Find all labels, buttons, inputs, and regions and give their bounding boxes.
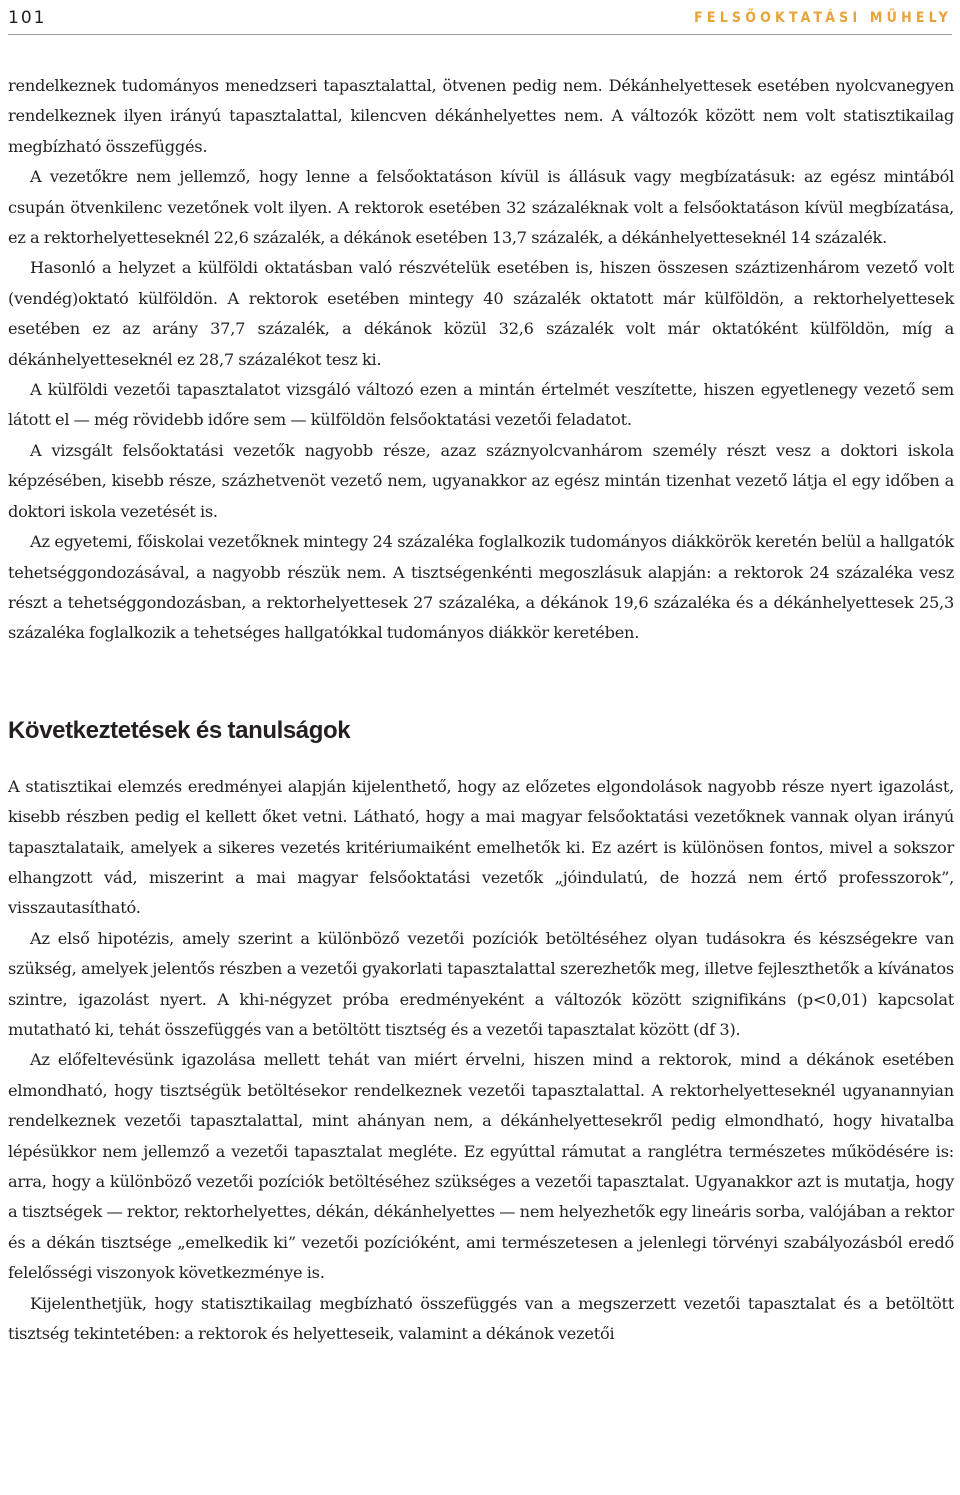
paragraph: Az egyetemi, főiskolai vezetőknek mintegy 24 százaléka foglalkozik tudományos diákkörök keretén belül a hallgatók tehetséggondozásával, a nagyobb részük nem. A tisztségenkénti megoszlásuk alapján: a rektorok 24 százaléka vesz részt a tehetséggondozásban, a rektorhelyettesek 27 százaléka, a dékánok 19,6 százaléka és a dékánhelyettesek 25,3 százaléka foglalkozik a tehetséges hallgatókkal tudományos diákkör keretében.: [8, 532, 954, 643]
body-text-after-heading: [8, 772, 954, 1350]
page-header: [8, 8, 952, 35]
body-text-before-heading: [8, 71, 954, 649]
running-title: FELSŐOKTATÁSI MŰHELY: [694, 10, 952, 26]
article-body: [8, 71, 954, 1349]
paragraph: A vizsgált felsőoktatási vezetők nagyobb része, azaz száznyolcvanhárom személy részt vesz a doktori iskola képzésében, kisebb része, százhetvenöt vezető nem, ugyanakkor az egész mintán tizenhat vezető látja el egy időben a doktori iskola vezetését is.: [8, 440, 954, 521]
paragraph: A statisztikai elemzés eredményei alapján kijelenthető, hogy az előzetes elgondolások nagyobb része nyert igazolást, kisebb részben pedig el kellett őket vetni. Látható, hogy a mai magyar felsőoktatási vezetőknek vannak olyan irányú tapasztalataik, amelyek a sikeres vezetés kritériumaiként emelhetők ki. Ez azért is különösen fontos, mivel a sokszor elhangzott vád, miszerint a mai magyar felsőoktatási vezetők „jóindulatú, de hozzá nem értő professzorok”, visszautasítható.: [8, 776, 954, 918]
paragraph: Az első hipotézis, amely szerint a különböző vezetői pozíciók betöltéséhez olyan tudásokra és készségekre van szükség, amelyek jelentős részben a vezetői gyakorlati tapasztalattal szerezhetők meg, illetve fejleszthetők a kívánatos szintre, igazolást nyert. A khi-négyzet próba eredményeként a változók között szignifikáns (p<0,01) kapcsolat mutatható ki, tehát összefüggés van a betöltött tisztség és a vezetői tapasztalat között (df 3).: [8, 928, 954, 1039]
section-heading: Következtetések és tanulságok: [8, 716, 351, 744]
paragraph: A vezetőkre nem jellemző, hogy lenne a felsőoktatáson kívül is állásuk vagy megbízatásuk: az egész mintából csupán ötvenkilenc vezetőnek volt ilyen. A rektorok esetében 32 százaléknak volt a felsőoktatáson kívül megbízatása, ez a rektorhelyetteseknél 22,6 százalék, a dékánok esetében 13,7 százalék, a dékánhelyetteseknél 14 százalék.: [8, 167, 954, 248]
paragraph: Kijelenthetjük, hogy statisztikailag megbízható összefüggés van a megszerzett vezetői tapasztalat és a betöltött tisztség tekintetében: a rektorok és helyetteseik, valamint a dékánok vezetői: [8, 1293, 954, 1344]
paragraph: Az előfeltevésünk igazolása mellett tehát van miért érvelni, hiszen mind a rektorok, mind a dékánok esetében elmondható, hogy tisztségük betöltésekor rendelkeznek vezetői tapasztalattal. A rektorhelyetteseknél ugyanannyian rendelkeznek vezetői tapasztalattal, mint ahányan nem, a dékánhelyettesekről pedig elmondható, hogy hivatalba lépésükkor nem jellemző a vezetői tapasztalat megléte. Ez egyúttal rámutat a ranglétra természetes működésére is: arra, hogy a különböző vezetői pozíciók betöltéséhez szükséges a vezetői tapasztalat. Ugyanakkor azt is mutatja, hogy a tisztségek — rektor, rektorhelyettes, dékán, dékánhelyettes — nem helyezhetők egy lineáris sorba, valójában a rektor és a dékán tisztsége „emelkedik ki” vezetői pozícióként, ami természetesen a jelenlegi törvényi szabályozásból eredő felelősségi viszonyok következménye is.: [8, 1050, 954, 1283]
paragraph: rendelkeznek tudományos menedzseri tapasztalattal, ötvenen pedig nem. Dékánhelyettesek esetében nyolcvanegyen rendelkeznek ilyen irányú tapasztalattal, kilencven dékánhelyettes nem. A változók között nem volt statisztikailag megbízható összefüggés.: [8, 76, 954, 156]
paragraph: Hasonló a helyzet a külföldi oktatásban való részvételük esetében is, hiszen összesen száztizenhárom vezető volt (vendég)oktató külföldön. A rektorok esetében mintegy 40 százalék oktatott már külföldön, a rektorhelyettesek esetében ez az arány 37,7 százalék, a dékánok közül 32,6 százalék volt már oktatóként külföldön, míg a dékánhelyetteseknél ez 28,7 százalékot tesz ki.: [8, 258, 954, 369]
paragraph: A külföldi vezetői tapasztalatot vizsgáló változó ezen a mintán értelmét veszítette, hiszen egyetlenegy vezető sem látott el — még rövidebb időre sem — külföldön felsőoktatási vezetői feladatot.: [8, 380, 954, 430]
page-number: 101: [8, 8, 47, 28]
